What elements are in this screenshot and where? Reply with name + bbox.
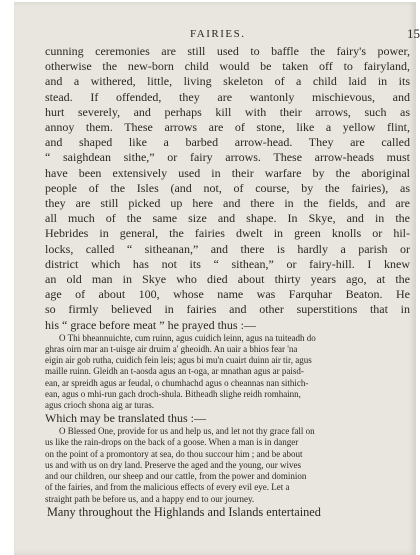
translation-line: and our children, our sheep and our cattle, from the power and dominion (45, 471, 307, 482)
translation-line: on the point of a promontory at sea, do thou succour him ; and be about (45, 448, 303, 459)
translation-intro: Which may be translated thus :— (45, 411, 206, 426)
text-line: cunning ceremonies are still used to baffle the fairy's power, (45, 44, 410, 58)
text-line: so firmly believed in fairies and other superstitions that in (45, 302, 410, 317)
text-line: they are still picked up here and there in the fields, and are (45, 196, 410, 211)
gaelic-line: ghras oirn mar an t-uisge air druim a' gheoidh. An uair a bhios fear 'na (45, 344, 298, 355)
running-title: FAIRIES. (190, 28, 246, 40)
text-line: all much of the same size and shape. In Skye, and in the (45, 211, 410, 226)
translation-line: straight path be before us, and a happy end to our journey. (45, 493, 255, 504)
translation-line: of the fairies, and from the malicious effects of every evil eye. Let a (45, 482, 290, 493)
english-prayer (45, 426, 410, 504)
text-line: and a withered, little, living skeleton of a child laid in its (45, 74, 410, 89)
text-line: hurt severely, and perhaps kill with their arrows, such as (45, 104, 410, 119)
text-line: his “ grace before meat ” he prayed thus :— (45, 317, 256, 332)
translation-line: us and with us on dry land. Preserve the aged and the young, our wives (45, 459, 301, 470)
translation-line: us like the rain-drops on the back of a goose. When a man is in danger (45, 437, 299, 448)
gaelic-line: O Thi bheannuichte, cum ruinn, agus cuidich leinn, agus na tuiteadh do (59, 332, 316, 343)
main-paragraph (45, 44, 410, 333)
text-line: Hebrides in general, the fairies dwelt in green knolls or hil- (45, 226, 410, 241)
text-line: otherwise the new-born child would be taken off to fairyland, (45, 59, 410, 74)
closing-line: Many throughout the Highlands and Islands entertained (47, 504, 321, 519)
page-number: 15 (407, 26, 420, 41)
gaelic-line: ean, ar spreidh agus ar feudal, o chumhachd agus o cheannas nan sithich- (45, 377, 309, 388)
text-line: stead. If offended, they are wantonly mischievous, and (45, 89, 410, 104)
gaelic-prayer (45, 333, 410, 411)
gaelic-line: eigin air gob rutha, cuidich fein leis; agus bi mu'n cuairt duinn air tir, agus (45, 355, 312, 366)
text-line: people of the Isles (and not, of course, by the fairies), as (45, 180, 410, 195)
gaelic-line: ean, agus o mhi-run gach droch-shula. Bitheadh slighe reidh romhainn, (45, 388, 301, 399)
page-body (45, 44, 410, 520)
text-line: “ saighdean sithe,” or fairy arrows. These arrow-heads must (45, 150, 410, 165)
text-line: an old man in Skye who died about thirty years ago, at the (45, 272, 410, 287)
text-line: district which has not its “ sithean,” or fairy-hill. I knew (45, 256, 410, 271)
gaelic-line: maille ruinn. Gleidh an t-aosda agus an t-oga, ar mnathan agus ar paisd- (45, 366, 304, 377)
text-line: age of about 100, whose name was Farquhar Beaton. He (45, 287, 410, 302)
gaelic-line: agus crioch shona aig ar turas. (45, 400, 154, 411)
translation-line: O Blessed One, provide for us and help us, and let not thy grace fall on (59, 426, 315, 437)
text-line: and shaped like a barbed arrow-head. They are called (45, 135, 410, 150)
text-line: locks, called “ sitheanan,” and there is hardly a parish or (45, 241, 410, 256)
text-line: annoy them. These arrows are of stone, like a yellow flint, (45, 120, 410, 135)
text-line: have been extensively used in their warfare by the aboriginal (45, 165, 410, 180)
